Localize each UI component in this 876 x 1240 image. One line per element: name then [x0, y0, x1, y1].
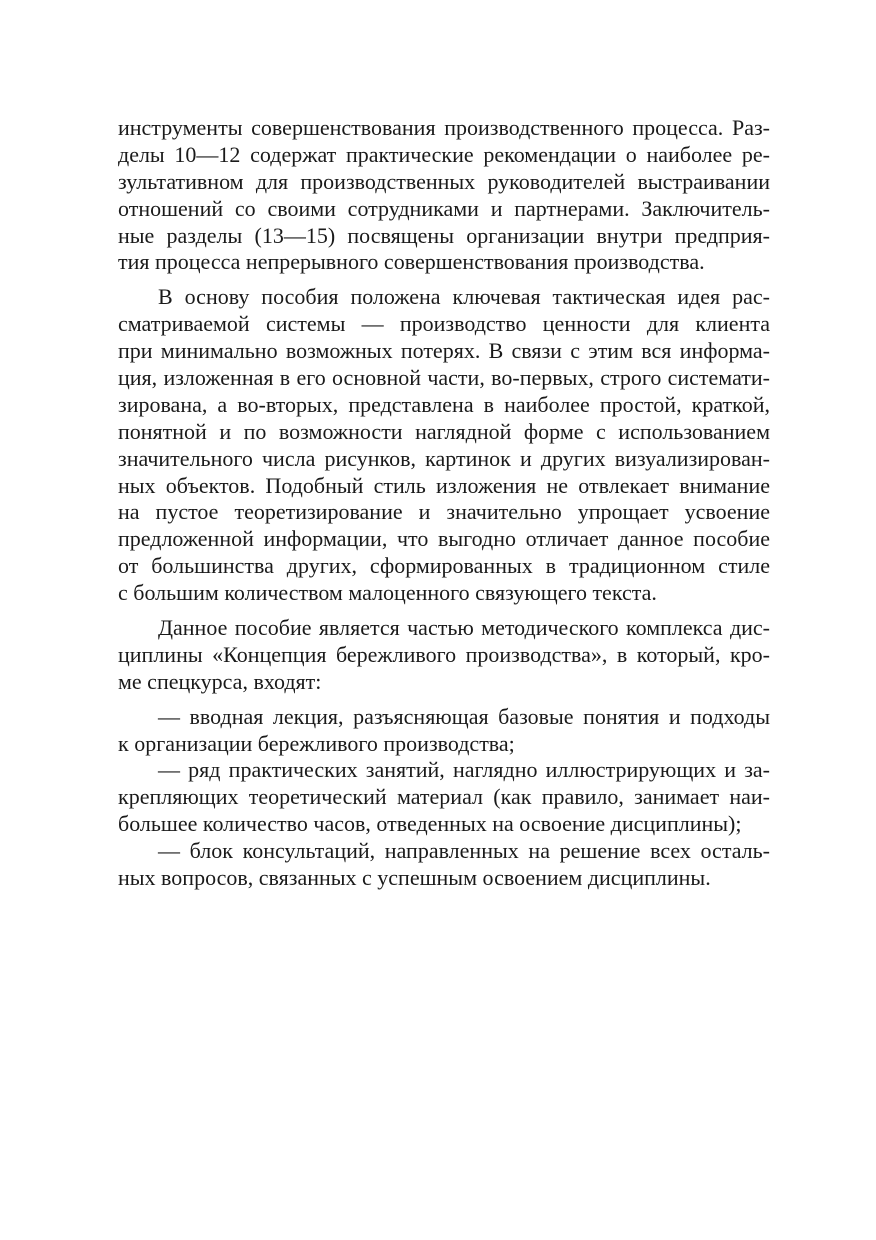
list-item-3 — [118, 838, 770, 892]
paragraph-1 — [118, 115, 770, 276]
text-line: — блок консультаций, направленных на решение всех осталь- — [158, 838, 770, 864]
text-line: крепляющих теоретический материал (как правило, занимает наи- — [118, 784, 770, 810]
text-line: — ряд практических занятий, наглядно иллюстрирующих и за- — [158, 757, 770, 783]
text-line: — вводная лекция, разъясняющая базовые понятия и подходы — [158, 703, 770, 729]
text-line: В основу пособия положена ключевая тактическая идея рас- — [158, 284, 770, 310]
text-line: ме спецкурса, входят: — [118, 668, 322, 694]
text-line: Данное пособие является частью методического комплекса дис- — [158, 615, 770, 641]
text-line: зирована, а во-вторых, представлена в наиболее простой, краткой, — [118, 391, 770, 417]
text-line: с большим количеством малоценного связующего текста. — [118, 580, 657, 606]
paragraph-3 — [118, 615, 770, 696]
text-line: ных объектов. Подобный стиль изложения не отвлекает внимание — [118, 472, 770, 498]
text-line: к организации бережливого производства; — [118, 730, 515, 756]
text-line: от большинства других, сформированных в традиционном стиле — [118, 553, 770, 579]
text-line: инструменты совершенствования производственного процесса. Раз- — [118, 115, 770, 140]
text-line: при минимально возможных потерях. В связи с этим вся информа- — [118, 338, 770, 364]
text-line: на пустое теоретизирование и значительно упрощает усвоение — [118, 499, 770, 525]
paragraph-2 — [118, 284, 770, 607]
text-line: тия процесса непрерывного совершенствования производства. — [118, 249, 705, 275]
text-line: сматриваемой системы — производство ценности для клиента — [118, 311, 770, 337]
text-line: ных вопросов, связанных с успешным освоением дисциплины. — [118, 865, 711, 891]
text-line: ные разделы (13—15) посвящены организации внутри предприя- — [118, 222, 770, 248]
text-line: ция, изложенная в его основной части, во-первых, строго системати- — [118, 365, 770, 391]
text-line: отношений со своими сотрудниками и партнерами. Заключитель- — [118, 195, 770, 221]
list-item-2 — [118, 757, 770, 838]
list-item-1 — [118, 704, 770, 758]
text-line: циплины «Концепция бережливого производства», в который, кро- — [118, 641, 770, 667]
text-line: понятной и по возможности наглядной форме с использованием — [118, 418, 770, 444]
text-line: зультативном для производственных руководителей выстраивании — [118, 168, 770, 194]
text-line: предложенной информации, что выгодно отличает данное пособие — [118, 526, 770, 552]
body-text — [118, 115, 770, 892]
text-line: значительного числа рисунков, картинок и других визуализирован- — [118, 445, 770, 471]
text-line: делы 10—12 содержат практические рекомендации о наиболее ре- — [118, 141, 770, 167]
text-line: большее количество часов, отведенных на освоение дисциплины); — [118, 811, 742, 837]
